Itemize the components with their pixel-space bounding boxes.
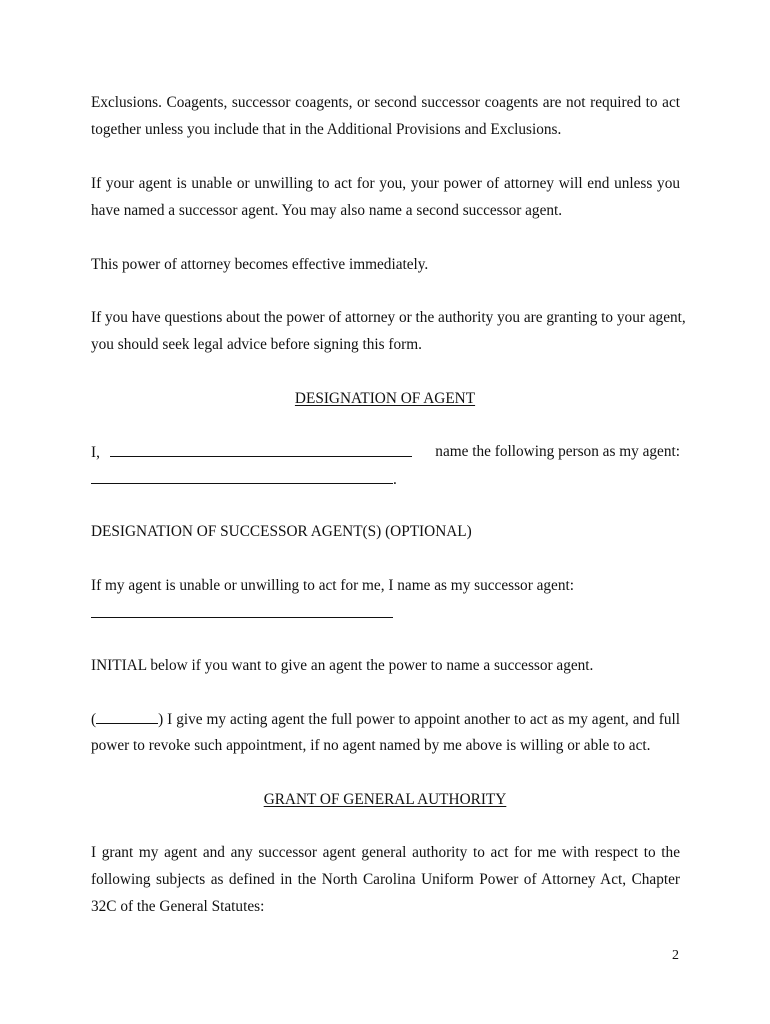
successor-statement: If my agent is unable or unwilling to act for me, I name as my successor agent: xyxy=(91,577,574,594)
agent-name-field[interactable] xyxy=(91,469,393,484)
grant-line-1: I grant my agent and any successor agent general authority to act for me with respect to the xyxy=(91,844,680,861)
initial-clause-text: ) I give my acting agent the full power to appoint another to act as my agent, and full xyxy=(158,711,680,728)
paragraph-questions-line-1: If you have questions about the power of attorney or the authority you are granting to your agent, xyxy=(91,309,686,326)
paragraph-successor-info-line-1: If your agent is unable or unwilling to act for you, your power of attorney will end unless you xyxy=(91,175,680,192)
agent-name-period: . xyxy=(393,471,397,488)
heading-designation-of-agent-text: DESIGNATION OF AGENT xyxy=(294,390,476,407)
heading-grant-text: GRANT OF GENERAL AUTHORITY xyxy=(263,791,507,808)
paragraph-questions-line-2: you should seek legal advice before signing this form. xyxy=(91,336,422,353)
initial-clause-line-1 xyxy=(91,709,680,730)
agent-statement: name the following person as my agent: xyxy=(435,443,680,460)
heading-designation-of-agent xyxy=(0,389,770,409)
initial-instruction: INITIAL below if you want to give an agent the power to name a successor agent. xyxy=(91,657,594,674)
principal-prefix: I, xyxy=(91,444,100,461)
paragraph-exclusions-line-1: Exclusions. Coagents, successor coagents, or second successor coagents are not required to act xyxy=(91,94,680,111)
paragraph-successor-info-line-2: have named a successor agent. You may also name a second successor agent. xyxy=(91,202,563,219)
initial-clause-line-2: power to revoke such appointment, if no agent named by me above is willing or able to act. xyxy=(91,737,651,754)
paragraph-effective: This power of attorney becomes effective immediately. xyxy=(91,256,429,273)
page-number: 2 xyxy=(672,948,679,963)
principal-name-field[interactable] xyxy=(110,442,412,457)
heading-grant-of-general-authority xyxy=(0,790,770,810)
successor-agent-name-field[interactable] xyxy=(91,617,393,618)
grant-line-3: 32C of the General Statutes: xyxy=(91,898,265,915)
initial-open-paren: ( xyxy=(91,711,97,728)
initial-field[interactable] xyxy=(96,709,158,724)
paragraph-exclusions-line-2: together unless you include that in the Additional Provisions and Exclusions. xyxy=(91,121,562,138)
principal-name-line xyxy=(91,442,680,463)
grant-line-2: following subjects as defined in the North Carolina Uniform Power of Attorney Act, Chapter xyxy=(91,871,680,888)
heading-successor-agents: DESIGNATION OF SUCCESSOR AGENT(S) (OPTIONAL) xyxy=(91,523,472,540)
agent-name-line xyxy=(91,469,680,490)
